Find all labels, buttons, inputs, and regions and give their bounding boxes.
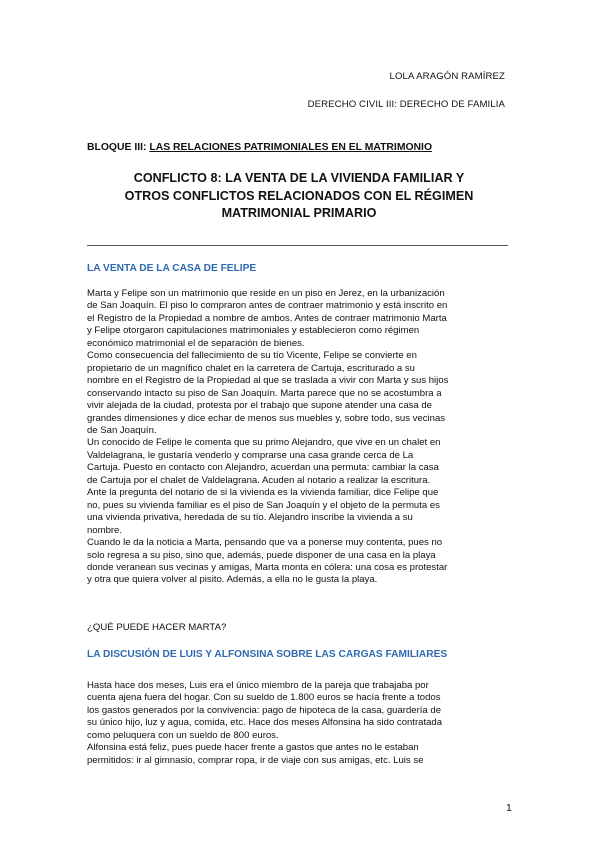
text-line: una vivienda privativa, heredada de su tío. Alejandro inscribe la vivienda a su <box>87 512 413 524</box>
text-line: donde veranean sus vecinas y amigas, Marta monta en cólera: una cosa es protestar <box>87 561 448 573</box>
text-line: nombre. <box>87 524 123 536</box>
text-line: Valdelagrana, le gustaría venderlo y comprarse una casa grande cerca de La <box>87 449 414 461</box>
block-prefix: BLOQUE III: <box>87 142 147 153</box>
header-author: LOLA ARAGÓN RAMÍREZ <box>389 71 505 82</box>
text-line: Cuando le da la noticia a Marta, pensando que va a ponerse muy contenta, pues no <box>87 537 443 549</box>
horizontal-divider <box>87 245 508 246</box>
text-line: Alfonsina está feliz, pues puede hacer frente a gastos que antes no le estaban <box>87 742 419 754</box>
text-line: permitidos: ir al gimnasio, comprar ropa, ir de viaje con sus amigas, etc. Luis se <box>87 754 424 766</box>
text-line: grandes dimensiones y dice echar de menos sus muebles y, sobre todo, sus vecinas <box>87 412 446 424</box>
text-line: conservando intacto su piso de San Joaquín. Marta parece que no se acostumbra a <box>87 387 442 399</box>
text-line: vivir alejada de la ciudad, protesta por el trabajo que supone atender una casa de <box>87 400 432 412</box>
section-heading-luis-alfonsina: LA DISCUSIÓN DE LUIS Y ALFONSINA SOBRE LAS CARGAS FAMILIARES <box>87 649 448 660</box>
text-line: económico matrimonial el de separación de bienes. <box>87 337 305 349</box>
text-line: Como consecuencia del fallecimiento de su tío Vicente, Felipe se convierte en <box>87 350 417 362</box>
text-line: y Felipe otorgaron capitulaciones matrimoniales y establecieron como régimen <box>87 325 420 337</box>
section1-body <box>87 288 508 587</box>
text-line: de San Joaquín. <box>87 424 157 436</box>
block-heading <box>87 142 432 153</box>
text-line: su único hijo, luz y agua, comida, etc. Hace dos meses Alfonsina ha sido contratada <box>87 717 443 729</box>
section2-body <box>87 680 508 767</box>
title-line: OTROS CONFLICTOS RELACIONADOS CON EL RÉGIMEN <box>124 188 474 203</box>
text-line: de Cartuja por el chalet de Valdelagrana. Acuden al notario a realizar la escritura. <box>87 474 431 486</box>
text-line: Marta y Felipe son un matrimonio que reside en un piso en Jerez, en la urbanización <box>87 288 445 299</box>
section-heading-felipe: LA VENTA DE LA CASA DE FELIPE <box>87 263 257 274</box>
question-text: ¿QUÉ PUEDE HACER MARTA? <box>87 622 227 633</box>
text-line: Ante la pregunta del notario de si la vivienda es la vivienda familiar, dice Felipe que <box>87 487 439 499</box>
text-line: Cartuja. Puesto en contacto con Alejandro, acuerdan una permuta: cambiar la casa <box>87 462 439 474</box>
text-line: solo regresa a su piso, sino que, además, puede disponer de una casa en la playa <box>87 549 436 561</box>
text-line: y otra que quiera volver al pisito. Además, a ella no le gusta la playa. <box>87 574 378 586</box>
block-title: LAS RELACIONES PATRIMONIALES EN EL MATRIMONIO <box>149 142 433 153</box>
title-line: CONFLICTO 8: LA VENTA DE LA VIVIENDA FAMILIAR Y <box>133 171 465 185</box>
text-line: como peluquera con un sueldo de 800 euros. <box>87 729 279 741</box>
text-line: el Registro de la Propiedad a nombre de ambos. Antes de contraer matrimonio Marta <box>87 312 447 324</box>
text-line: Un conocido de Felipe le comenta que su primo Alejandro, que vive en un chalet en <box>87 437 441 449</box>
text-line: nombre en el Registro de la Propiedad al que se traslada a vivir con Marta y sus hijos <box>87 375 449 387</box>
text-line: cuenta ajena fuera del hogar. Con su sueldo de 1.800 euros se hacía frente a todos <box>87 692 441 704</box>
document-title <box>87 170 511 223</box>
text-line: los gastos generados por la convivencia: pago de hipoteca de la casa, guardería de <box>87 704 442 716</box>
text-line: no, pues su vivienda familiar es el piso de San Joaquín y el objeto de la permuta es <box>87 499 440 511</box>
header-course: DERECHO CIVIL III: DERECHO DE FAMILIA <box>307 99 505 110</box>
title-line: MATRIMONIAL PRIMARIO <box>221 206 377 220</box>
page-number: 1 <box>506 802 512 814</box>
text-line: de San Joaquín. El piso lo compraron antes de contraer matrimonio y está inscrito en <box>87 300 448 312</box>
text-line: propietario de un magnífico chalet en la carretera de Cartuja, escriturado a su <box>87 362 415 374</box>
text-line: Hasta hace dos meses, Luis era el único miembro de la pareja que trabajaba por <box>87 680 429 691</box>
